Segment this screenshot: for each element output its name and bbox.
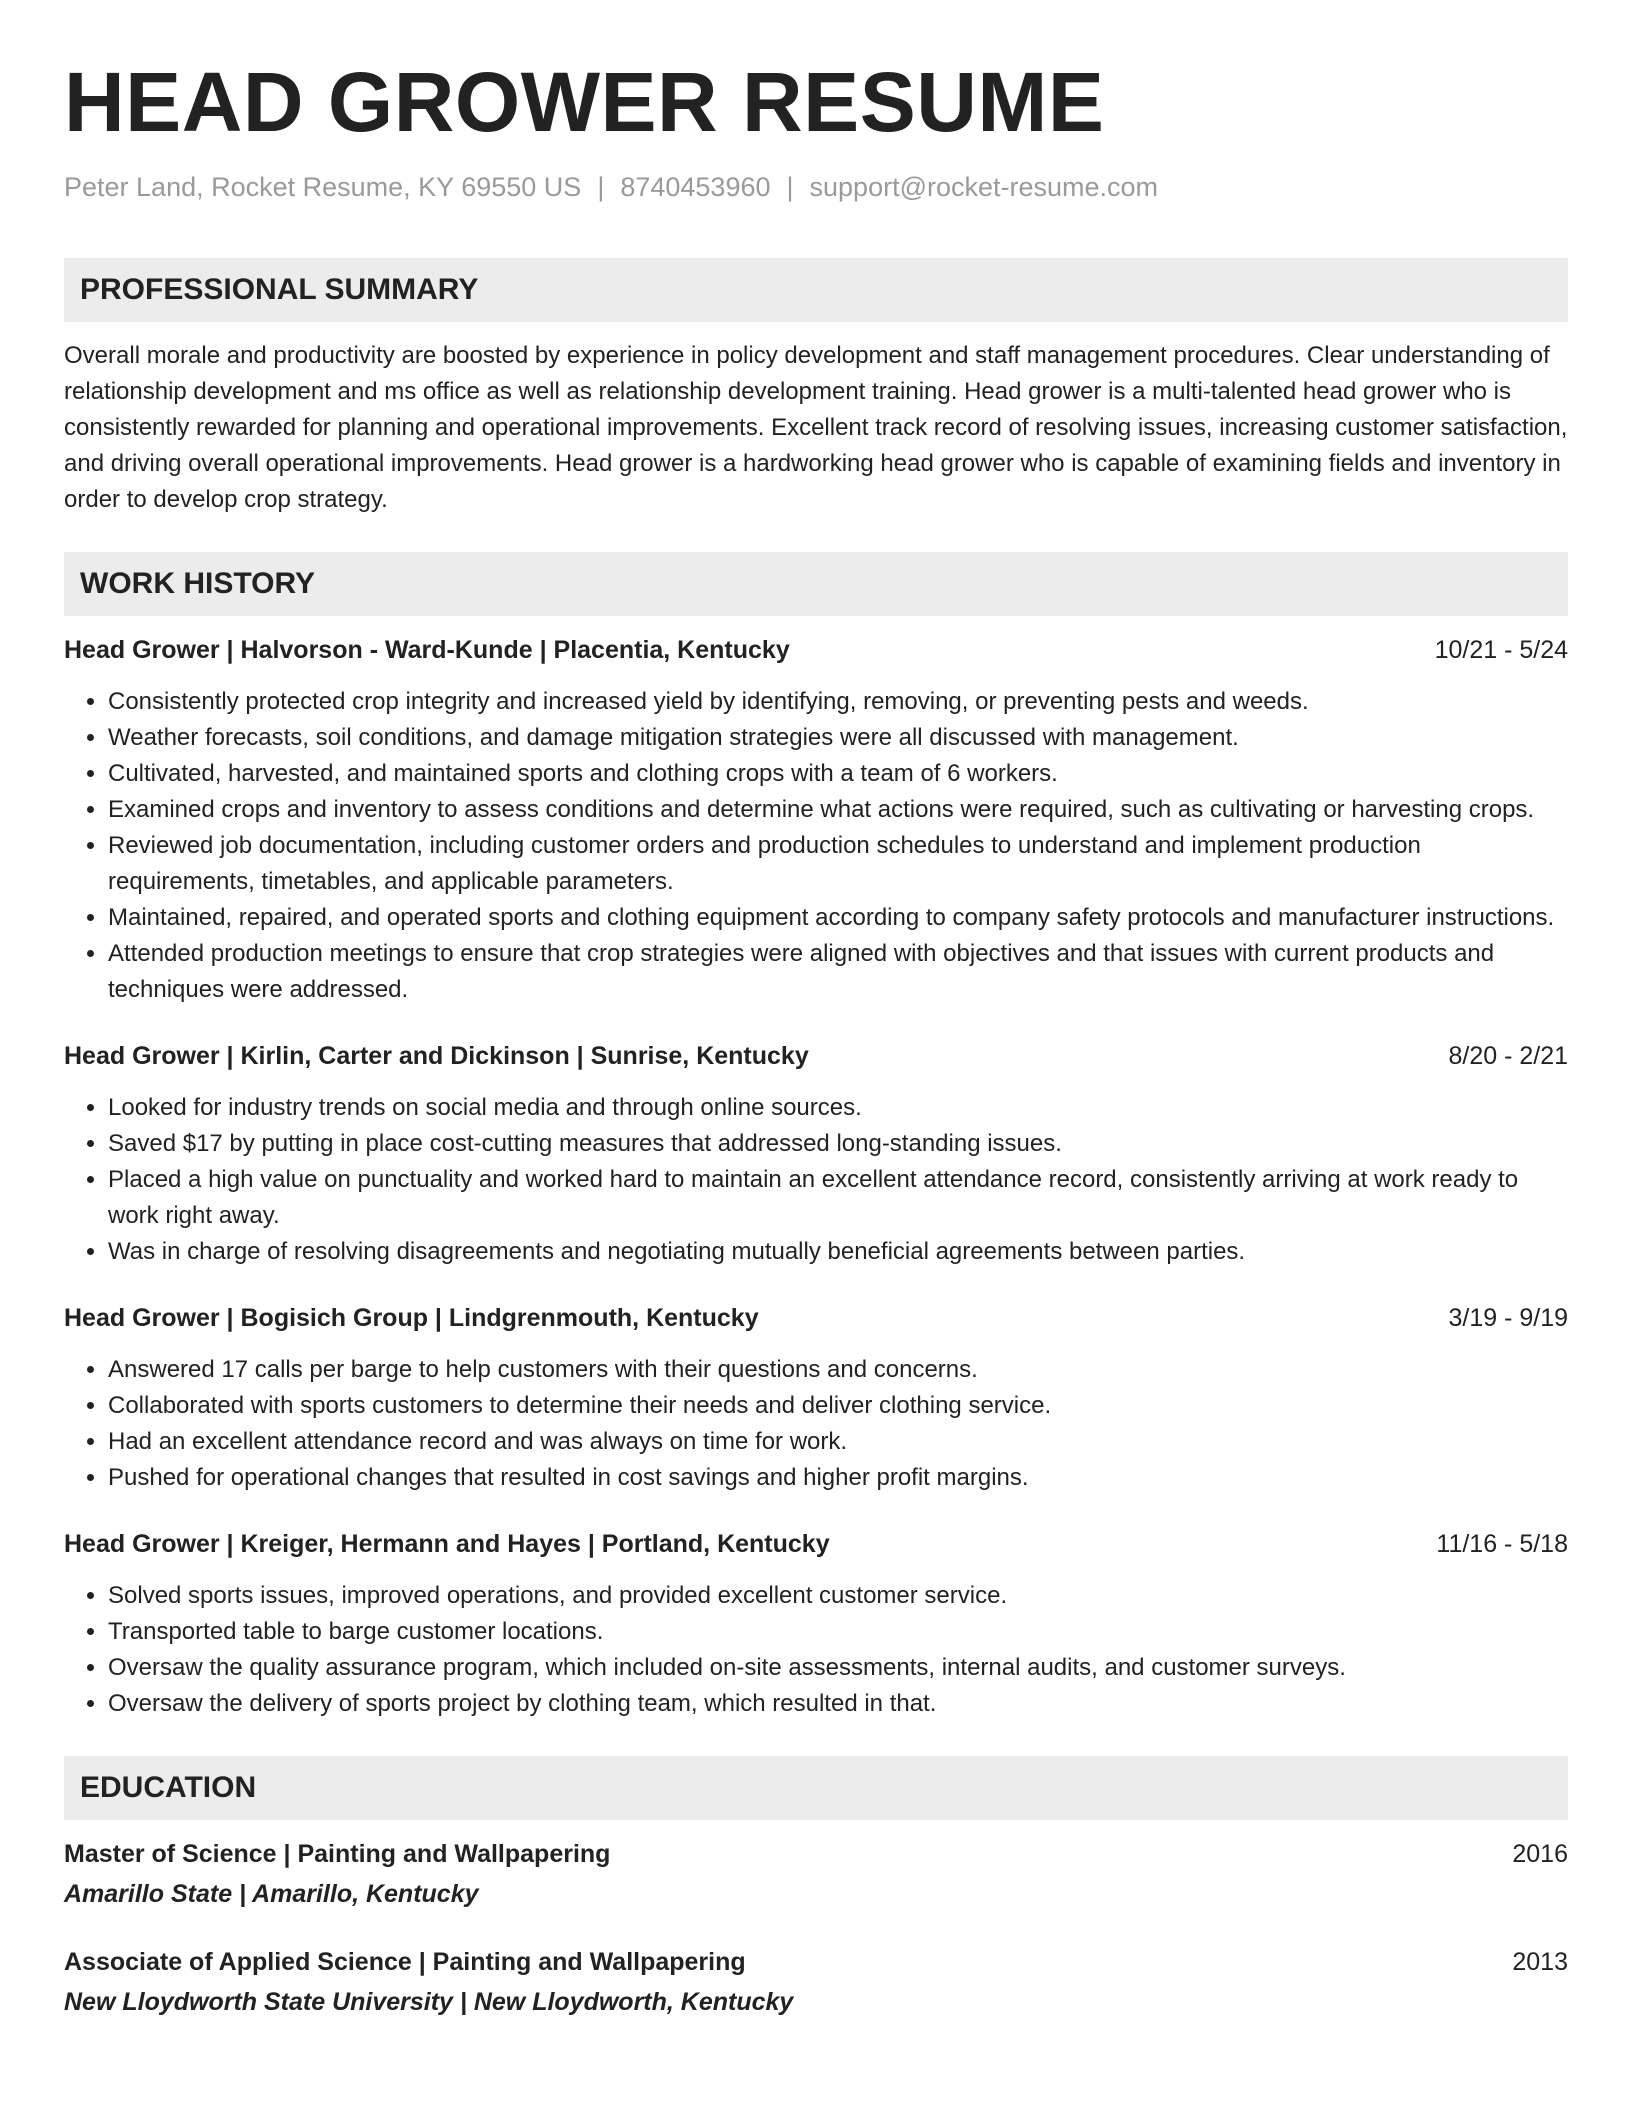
summary-text: Overall morale and productivity are boosted by experience in policy development and staff management procedures. Clear understanding of relationship development and ms office as well as relationship development training. Head grower is a multi-talented head grower who is consistently rewarded for planning and operational improvements. Excellent track record of resolving issues, increasing customer satisfaction, and driving overall operational improvements. Head grower is a hardworking head grower who is capable of examining fields and inventory in order to develop crop strategy.: [64, 342, 1568, 513]
job-bullet: • Solved sports issues, improved operations, and provided excellent customer service.: [108, 1578, 1568, 1614]
job-bullets: [64, 1578, 1568, 1722]
job-title: Head Grower | Kreiger, Hermann and Hayes | Portland, Kentucky: [64, 1530, 830, 1558]
education-year: 2013: [1512, 1948, 1568, 1976]
job-title: Head Grower | Halvorson - Ward-Kunde | Placentia, Kentucky: [64, 636, 790, 664]
education-degree: Master of Science | Painting and Wallpapering: [64, 1840, 611, 1868]
job-bullet: • Attended production meetings to ensure that crop strategies were aligned with objectives and that issues with current products and techniques were addressed.: [108, 936, 1568, 1008]
job-title: Head Grower | Bogisich Group | Lindgrenmouth, Kentucky: [64, 1304, 759, 1332]
contact-phone: 8740453960: [620, 172, 771, 202]
job-title: Head Grower | Kirlin, Carter and Dickinson | Sunrise, Kentucky: [64, 1042, 809, 1070]
job-bullets: [64, 684, 1568, 1008]
job-dates: 10/21 - 5/24: [1434, 636, 1568, 664]
education-header-row: [64, 1836, 1568, 1872]
contact-email: support@rocket-resume.com: [809, 172, 1159, 202]
summary-heading: PROFESSIONAL SUMMARY: [64, 258, 1568, 322]
job-bullet: • Was in charge of resolving disagreements and negotiating mutually beneficial agreements between parties.: [108, 1234, 1568, 1270]
education-entry: [64, 1836, 1568, 1912]
job-bullet: • Transported table to barge customer locations.: [108, 1614, 1568, 1650]
education-entry: [64, 1944, 1568, 2020]
work-history-heading: WORK HISTORY: [64, 552, 1568, 616]
job-bullet: • Pushed for operational changes that resulted in cost savings and higher profit margins.: [108, 1460, 1568, 1496]
job-bullets: [64, 1090, 1568, 1270]
job-bullet: • Answered 17 calls per barge to help customers with their questions and concerns.: [108, 1352, 1568, 1388]
job-entry: [64, 1038, 1568, 1270]
job-header-row: [64, 632, 1568, 668]
job-bullet: • Oversaw the quality assurance program, which included on-site assessments, internal audits, and customer surveys.: [108, 1650, 1568, 1686]
job-dates: 11/16 - 5/18: [1436, 1530, 1568, 1558]
job-bullet: • Looked for industry trends on social media and through online sources.: [108, 1090, 1568, 1126]
education-school: Amarillo State | Amarillo, Kentucky: [64, 1880, 479, 1908]
job-header-row: [64, 1300, 1568, 1336]
job-bullet: • Oversaw the delivery of sports project by clothing team, which resulted in that.: [108, 1686, 1568, 1722]
job-bullet: • Examined crops and inventory to assess conditions and determine what actions were required, such as cultivating or harvesting crops.: [108, 792, 1568, 828]
contact-separator: |: [597, 172, 605, 202]
job-bullets: [64, 1352, 1568, 1496]
job-bullet: • Consistently protected crop integrity and increased yield by identifying, removing, or preventing pests and weeds.: [108, 684, 1568, 720]
education-year: 2016: [1512, 1840, 1568, 1868]
contact-line: [64, 170, 1568, 204]
job-bullet: • Reviewed job documentation, including customer orders and production schedules to understand and implement production requirements, timetables, and applicable parameters.: [108, 828, 1568, 900]
job-bullet: • Weather forecasts, soil conditions, and damage mitigation strategies were all discussed with management.: [108, 720, 1568, 756]
job-bullet: • Had an excellent attendance record and was always on time for work.: [108, 1424, 1568, 1460]
job-entry: [64, 1300, 1568, 1496]
education-heading: EDUCATION: [64, 1756, 1568, 1820]
job-dates: 3/19 - 9/19: [1448, 1304, 1568, 1332]
job-dates: 8/20 - 2/21: [1448, 1042, 1568, 1070]
contact-separator: |: [786, 172, 794, 202]
job-entry: [64, 1526, 1568, 1722]
resume-title: HEAD GROWER RESUME: [64, 55, 1105, 149]
education-school: New Lloydworth State University | New Lloydworth, Kentucky: [64, 1988, 794, 2016]
job-bullet: • Maintained, repaired, and operated sports and clothing equipment according to company safety protocols and manufacturer instructions.: [108, 900, 1568, 936]
job-header-row: [64, 1526, 1568, 1562]
job-bullet: • Cultivated, harvested, and maintained sports and clothing crops with a team of 6 workers.: [108, 756, 1568, 792]
job-bullet: • Placed a high value on punctuality and worked hard to maintain an excellent attendance record, consistently arriving at work ready to work right away.: [108, 1162, 1568, 1234]
job-bullet: • Collaborated with sports customers to determine their needs and deliver clothing service.: [108, 1388, 1568, 1424]
job-header-row: [64, 1038, 1568, 1074]
job-bullet: • Saved $17 by putting in place cost-cutting measures that addressed long-standing issues.: [108, 1126, 1568, 1162]
education-degree: Associate of Applied Science | Painting and Wallpapering: [64, 1948, 746, 1976]
job-entry: [64, 632, 1568, 1008]
education-header-row: [64, 1944, 1568, 1980]
contact-address: Peter Land, Rocket Resume, KY 69550 US: [64, 172, 582, 202]
